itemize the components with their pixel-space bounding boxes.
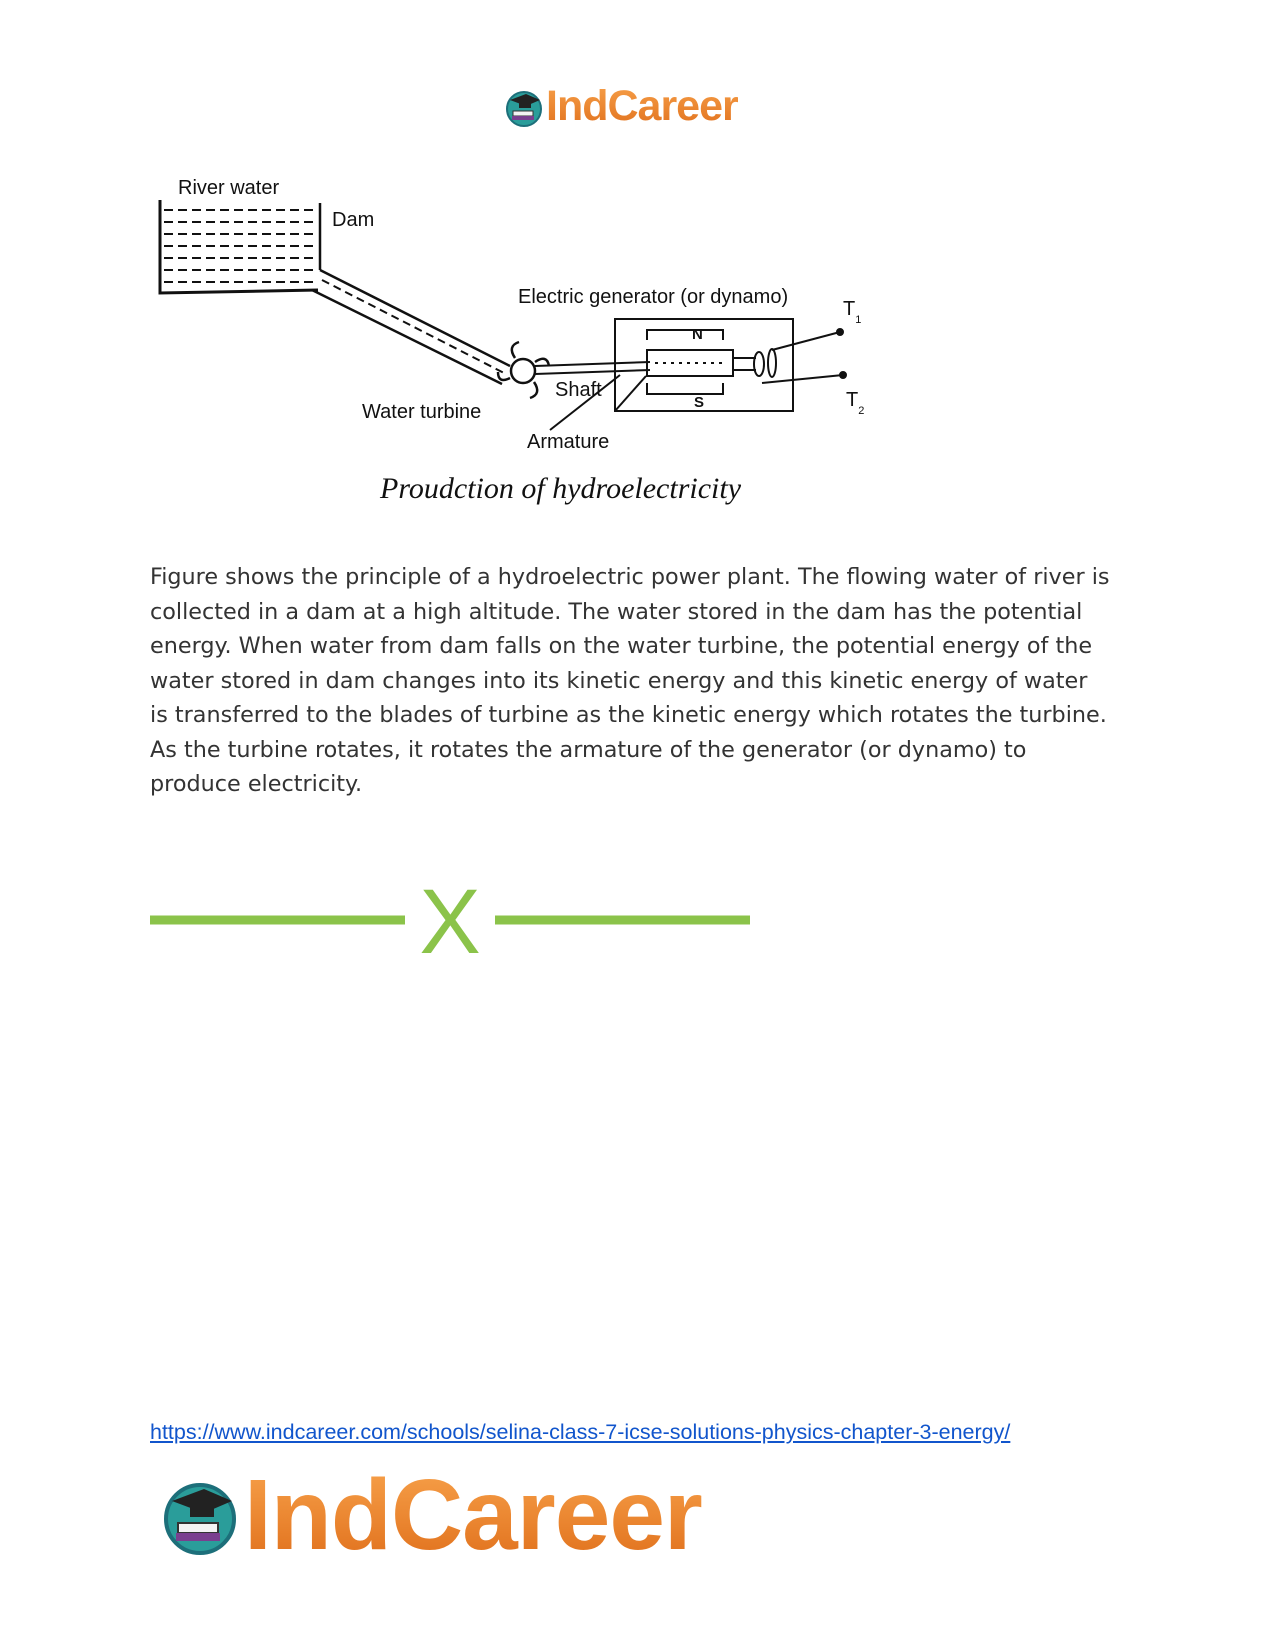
label-water-turbine: Water turbine bbox=[362, 401, 482, 423]
penstock-pipe bbox=[312, 270, 510, 384]
graduation-cap-globe-icon bbox=[160, 1475, 240, 1555]
label-river-water: River water bbox=[178, 178, 280, 199]
label-shaft: Shaft bbox=[555, 379, 602, 401]
water-turbine-icon bbox=[498, 342, 549, 398]
shaft bbox=[535, 362, 650, 374]
section-separator bbox=[150, 885, 760, 963]
label-north-pole: N bbox=[692, 326, 703, 343]
reservoir bbox=[160, 200, 320, 293]
label-t1: $T_1$ bbox=[843, 298, 862, 326]
label-generator: Electric generator (or dynamo) bbox=[518, 286, 789, 308]
graduation-cap-globe-icon bbox=[504, 87, 544, 127]
footer-logo bbox=[160, 1459, 702, 1571]
separator-mark: X bbox=[419, 885, 481, 963]
label-armature: Armature bbox=[527, 431, 610, 453]
label-t2: $T_2$ bbox=[846, 389, 865, 417]
figure-caption: Proudction of hydroelectricity bbox=[380, 472, 742, 505]
source-url-link[interactable]: https://www.indcareer.com/schools/selina-class-7-icse-solutions-physics-chapter-3-energy/ bbox=[150, 1420, 1011, 1444]
header-logo bbox=[504, 82, 738, 131]
body-paragraph: Figure shows the principle of a hydroelectric power plant. The flowing water of river is collected in a dam at a high altitude. The water stored in the dam has the potential energy. When water from dam falls on the water turbine, the potential energy of the water stored in dam changes into its kinetic energy and this kinetic energy of water is transferred to the blades of turbine as the kinetic energy which rotates the turbine. As the turbine rotates, it rotates the armature of the generator (or dynamo) to produce electricity. bbox=[150, 564, 1110, 797]
brand-wordmark: IndCareer bbox=[546, 82, 738, 130]
label-dam: Dam bbox=[332, 209, 375, 231]
hydroelectricity-diagram bbox=[150, 178, 930, 538]
brand-wordmark: IndCareer bbox=[244, 1459, 702, 1571]
label-south-pole: S bbox=[694, 394, 705, 411]
